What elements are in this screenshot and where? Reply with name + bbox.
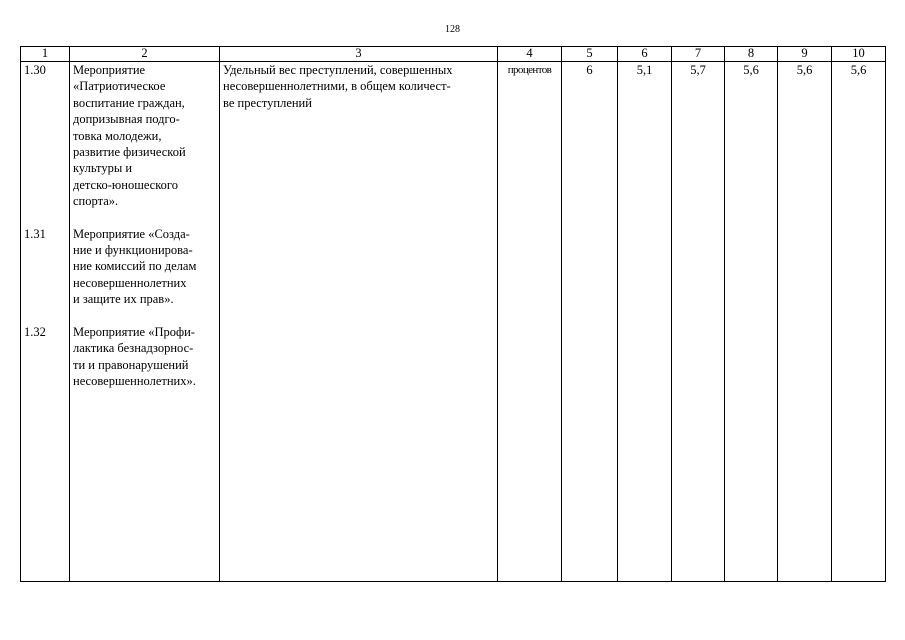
event-text-line: допризывная подго- xyxy=(73,112,180,127)
event-text-line: и защите их прав». xyxy=(73,292,174,307)
item-number: 1.32 xyxy=(24,325,46,340)
event-item xyxy=(73,324,216,390)
header-col-1: 1 xyxy=(21,47,70,62)
value-cell-col-10: 5,6 xyxy=(832,62,886,582)
indicator-cell xyxy=(220,62,498,582)
event-text-line: ние и функционирова- xyxy=(73,243,193,258)
indicator-text-line: ве преступлений xyxy=(223,95,312,110)
header-col-4: 4 xyxy=(498,47,562,62)
header-col-6: 6 xyxy=(618,47,672,62)
value-cell-col-6: 5,1 xyxy=(618,62,672,582)
value-cell-col-8: 5,6 xyxy=(725,62,778,582)
event-item xyxy=(73,62,216,210)
table-row xyxy=(21,62,886,582)
event-text-line: детско-юношеского xyxy=(73,177,178,192)
value-cell-col-9: 5,6 xyxy=(778,62,832,582)
event-text-line: Мероприятие «Созда- xyxy=(73,226,190,241)
event-text-line: «Патриотическое xyxy=(73,79,166,94)
header-col-8: 8 xyxy=(725,47,778,62)
event-text-line: воспитание граждан, xyxy=(73,95,185,110)
event-text-line: несовершеннолетних xyxy=(73,275,187,290)
header-col-7: 7 xyxy=(672,47,725,62)
event-text-line: ти и правонарушений xyxy=(73,357,189,372)
indicator-text-line: несовершеннолетними, в общем количест- xyxy=(223,79,451,94)
value-cell-col-7: 5,7 xyxy=(672,62,725,582)
event-text-line: развитие физической xyxy=(73,145,186,160)
indicator-text-line: Удельный вес преступлений, совершенных xyxy=(223,63,453,77)
event-text-line: Мероприятие «Профи- xyxy=(73,324,195,339)
item-numbers-cell xyxy=(21,62,70,582)
event-text-line: товка молодежи, xyxy=(73,128,162,143)
unit-cell: процентов xyxy=(498,62,562,582)
item-number: 1.30 xyxy=(24,63,46,77)
event-text-line: несовершеннолетних». xyxy=(73,373,196,388)
events-cell xyxy=(70,62,220,582)
indicators-table-wrapper xyxy=(20,46,886,582)
header-col-5: 5 xyxy=(562,47,618,62)
event-text-line: Мероприятие xyxy=(73,63,146,77)
header-col-3: 3 xyxy=(220,47,498,62)
event-text-line: лактика безнадзорнос- xyxy=(73,341,194,356)
event-text-line: ние комиссий по делам xyxy=(73,259,197,274)
page-number: 128 xyxy=(445,24,460,35)
header-row xyxy=(21,47,886,62)
header-col-10: 10 xyxy=(832,47,886,62)
indicators-table xyxy=(20,46,886,582)
value-cell-col-5: 6 xyxy=(562,62,618,582)
event-text-line: культуры и xyxy=(73,161,133,176)
header-col-9: 9 xyxy=(778,47,832,62)
event-item xyxy=(73,226,216,308)
header-col-2: 2 xyxy=(70,47,220,62)
event-text-line: спорта». xyxy=(73,194,119,209)
item-number: 1.31 xyxy=(24,227,46,241)
